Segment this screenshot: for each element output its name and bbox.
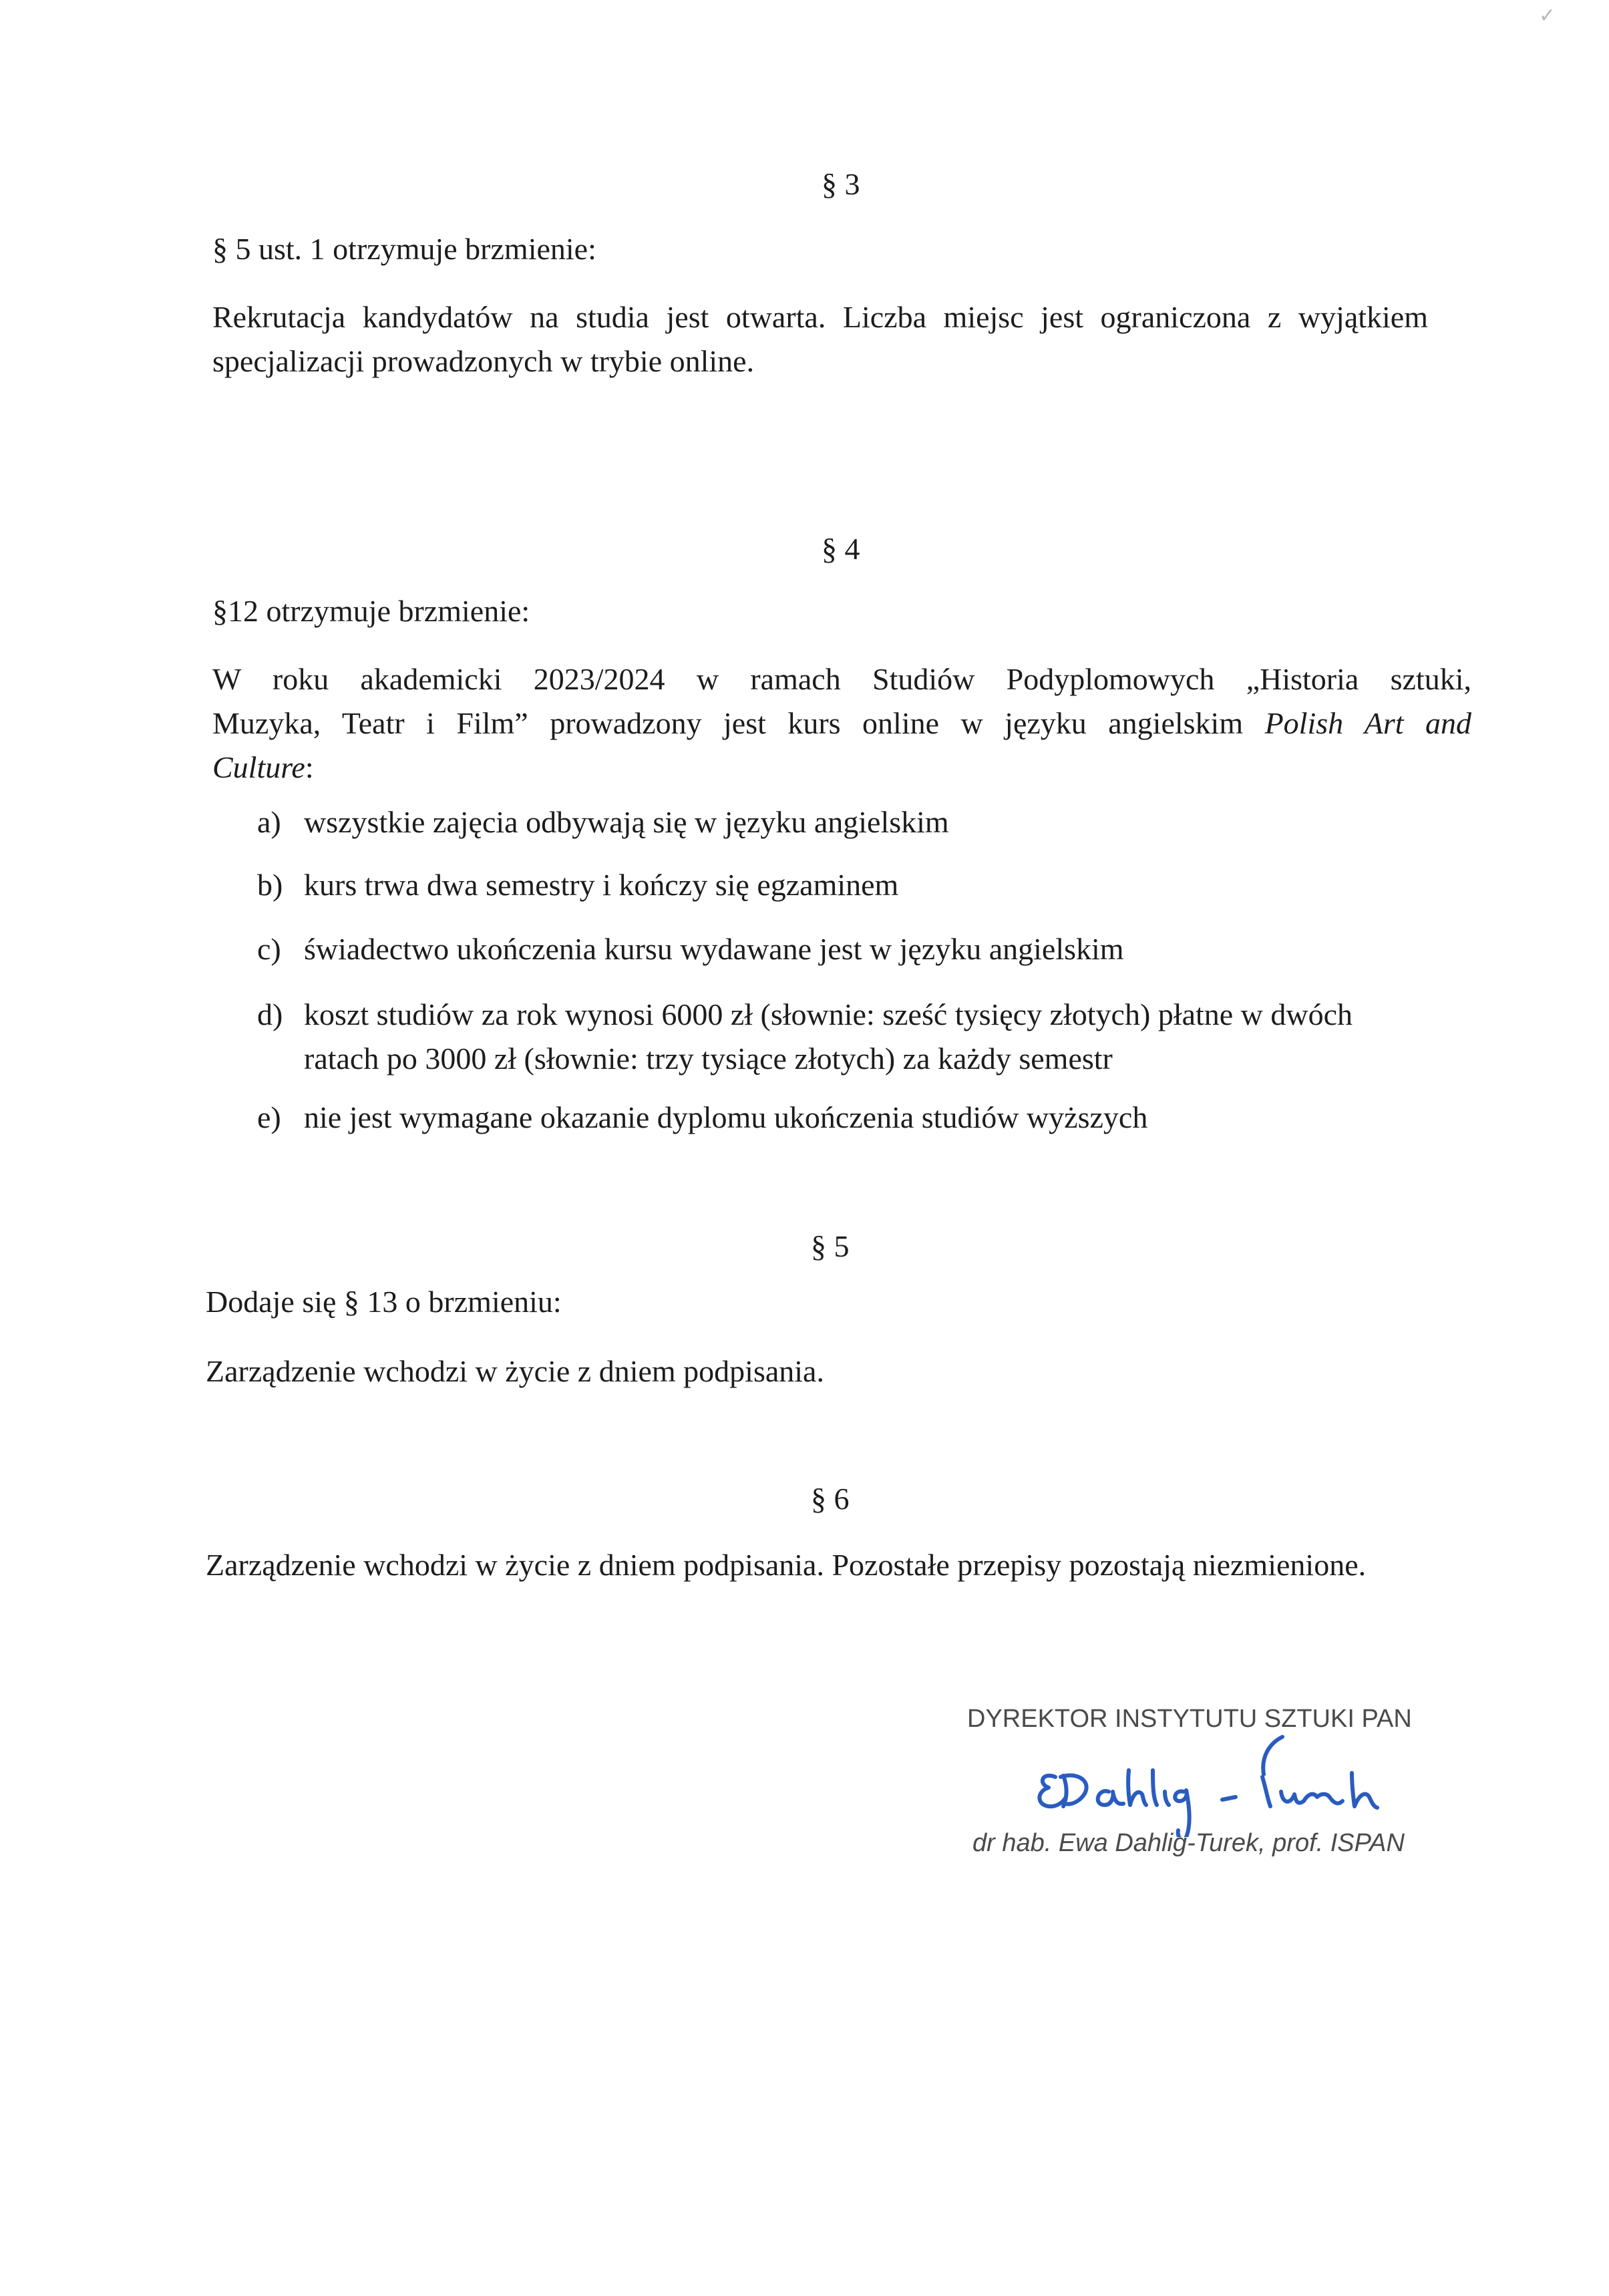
section-4-body-line-1: W roku akademicki 2023/2024 w ramach Studiów Podyplomowych „Historia sztuki,: [212, 662, 1471, 696]
section-5-intro: Dodaje się § 13 o brzmieniu:: [206, 1285, 562, 1319]
signatory-name: dr hab. Ewa Dahlig-Turek, prof. ISPAN: [972, 1829, 1405, 1857]
list-text-line-1: koszt studiów za rok wynosi 6000 zł (słownie: sześć tysięcy złotych) płatne w dwóch: [304, 997, 1353, 1031]
signature-stroke-d: [1061, 1776, 1087, 1806]
list-text: wszystkie zajęcia odbywają się w języku angielskim: [304, 805, 949, 839]
list-text: [304, 993, 1353, 1081]
course-title-part-1: Polish Art and: [1264, 706, 1471, 740]
signature-stroke-hyphen: [1222, 1797, 1236, 1800]
signature-stroke-urek: [1281, 1773, 1377, 1808]
list-label: e): [257, 1100, 281, 1134]
list-label: d): [257, 997, 283, 1031]
section-3-intro: § 5 ust. 1 otrzymuje brzmienie:: [212, 232, 596, 266]
list-item-e: [257, 1096, 1147, 1140]
section-3-heading: § 3: [822, 167, 860, 201]
section-5-heading: § 5: [811, 1229, 850, 1263]
list-label: c): [257, 932, 281, 966]
signature-stroke-a: [1098, 1791, 1123, 1805]
signatory-title: DYREKTOR INSTYTUTU SZTUKI PAN: [967, 1705, 1412, 1733]
section-4-heading: § 4: [822, 532, 860, 566]
section-4-intro: §12 otrzymuje brzmienie:: [212, 594, 530, 628]
section-4-body-line-2: [212, 701, 1471, 746]
section-4-body: [212, 657, 1471, 790]
section-5-body: Zarządzenie wchodzi w życie z dniem podpisania.: [206, 1354, 824, 1388]
list-item-d: [257, 993, 1353, 1081]
section-6-body: Zarządzenie wchodzi w życie z dniem podpisania. Pozostałe przepisy pozostają niezmienione.: [206, 1548, 1367, 1582]
list-text: nie jest wymagane okazanie dyplomu ukończenia studiów wyższych: [304, 1100, 1148, 1134]
course-title-part-2: Culture: [212, 750, 305, 784]
handwritten-signature: [1029, 1730, 1443, 1837]
signature-stroke-l: [1153, 1770, 1157, 1805]
section-4-body-line-3: [212, 746, 1471, 790]
list-text: świadectwo ukończenia kursu wydawane jest w języku angielskim: [304, 932, 1124, 966]
section-6-heading: § 6: [811, 1482, 850, 1516]
scan-check-mark: ✓: [1538, 5, 1556, 27]
list-item-c: [257, 927, 1124, 971]
list-label: b): [257, 868, 283, 902]
body-line-2-text: Muzyka, Teatr i Film” prowadzony jest kurs online w języku angielskim: [212, 706, 1265, 740]
colon: :: [305, 750, 314, 784]
signature-stroke-i: [1165, 1792, 1169, 1805]
list-item-b: [257, 863, 898, 907]
list-text: kurs trwa dwa semestry i kończy się egzaminem: [304, 868, 899, 902]
list-label: a): [257, 805, 281, 839]
signature-stroke-t: [1262, 1737, 1282, 1806]
signature-stroke-h: [1128, 1770, 1146, 1805]
section-3-body: Rekrutacja kandydatów na studia jest otwarta. Liczba miejsc jest ograniczona z wyjątkiem specjalizacji prowadzonych w trybie online.: [212, 300, 1428, 378]
list-text-line-2: ratach po 3000 zł (słownie: trzy tysiące złotych) za każdy semestr: [304, 1041, 1113, 1076]
list-item-a: [257, 800, 949, 844]
